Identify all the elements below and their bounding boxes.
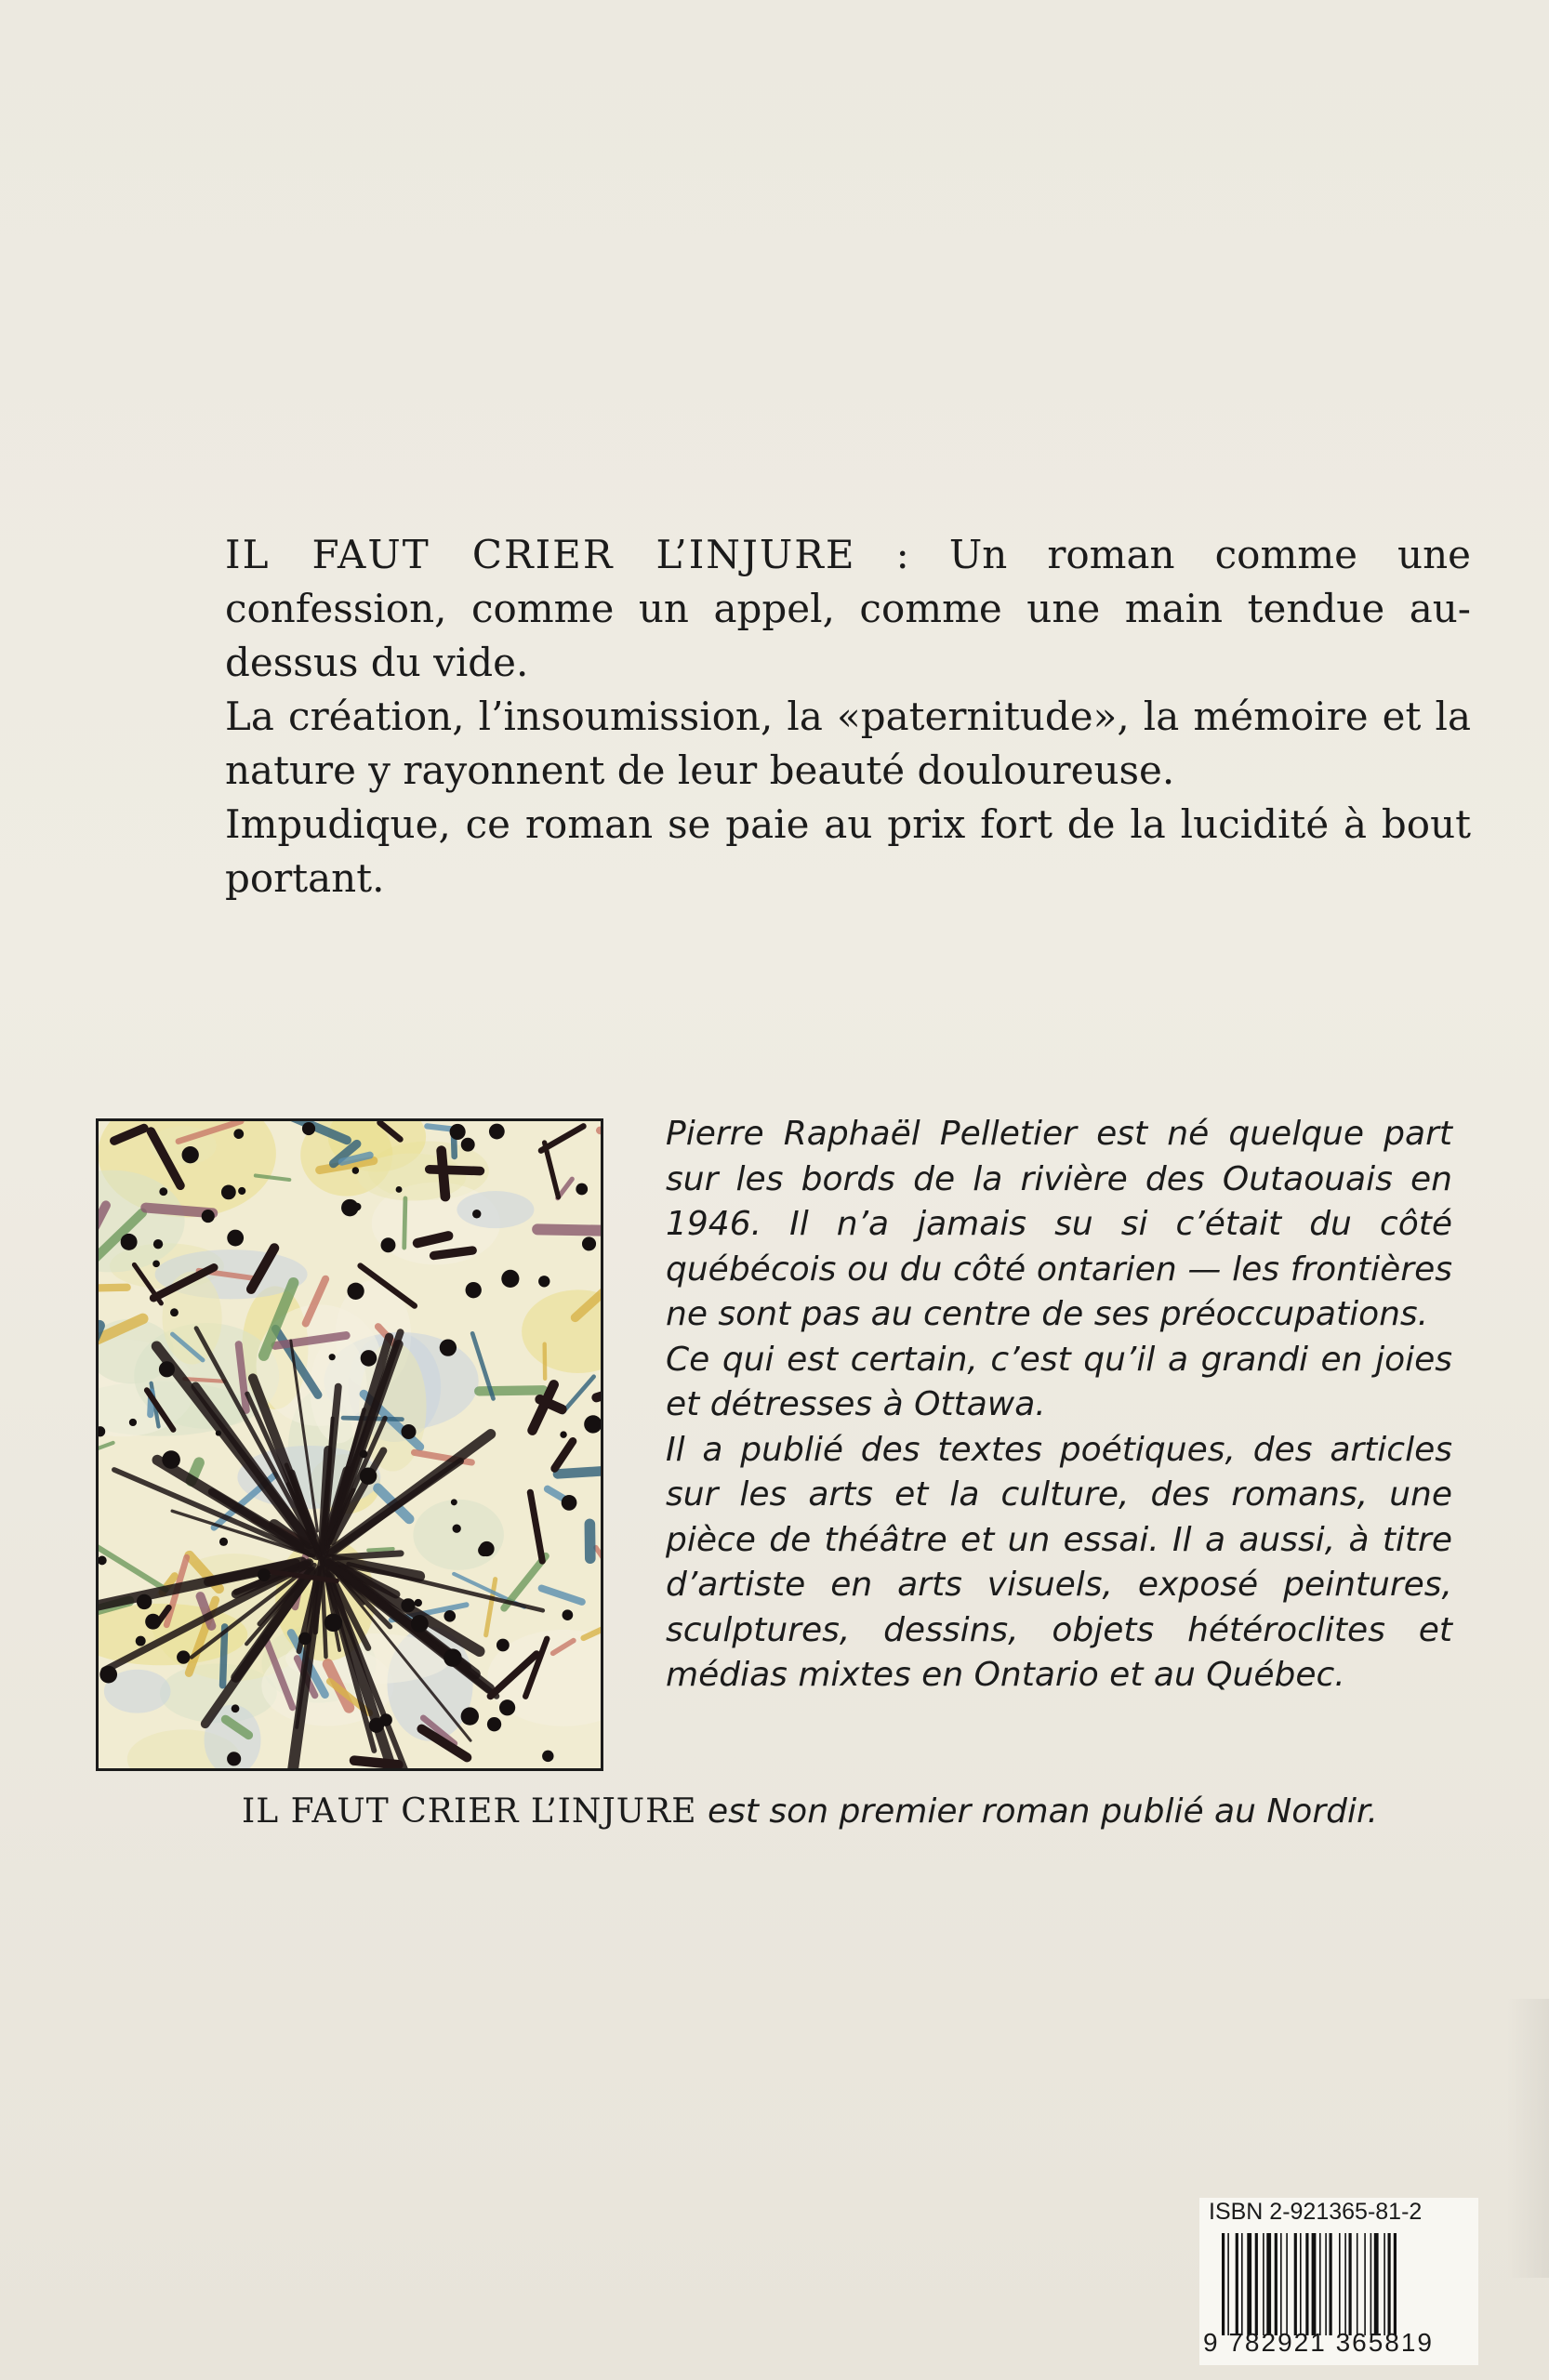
blurb-title: IL FAUT CRIER L’INJURE [225, 532, 856, 577]
blurb-paragraph-3: Impudique, ce roman se paie au prix fort de la lucidité à bout portant. [225, 801, 1471, 901]
book-blurb [225, 528, 1471, 906]
author-bio [666, 1112, 1452, 1699]
barcode-label [1199, 2198, 1478, 2365]
bio-paragraph-1: Pierre Raphaël Pelletier est né quelque part sur les bords de la rivière des Outaouais en 1946. Il n’a jamais su si c’était du côté québécois ou du côté ontarien — les frontières ne sont pas au centre de ses préoccupations. [666, 1115, 1452, 1333]
blurb-paragraph-1 [225, 528, 1471, 690]
abstract-painting [99, 1121, 601, 1768]
isbn-number: ISBN 2-921365-81-2 [1209, 2199, 1423, 2225]
barcode-icon [1220, 2233, 1471, 2335]
author-painting-image [96, 1118, 603, 1771]
blurb-paragraph-2: La création, l’insoumission, la «paternitude», la mémoire et la nature y rayonnent de leur beauté douloureuse. [225, 694, 1471, 793]
blurb-lead: : Un roman comme une confession, comme un appel, comme une main tendue au-dessus du vide. [225, 532, 1471, 685]
closing-line [242, 1790, 1450, 1834]
bio-paragraph-3: Il a publié des textes poétiques, des articles sur les arts et la culture, des romans, une pièce de théâtre et un essai. Il a aussi, à titre d’artiste en arts visuels, exposé peintures, sculptures, dessins, objets hétéroclites et médias mixtes en Ontario et au Québec. [666, 1430, 1452, 1694]
closing-title: IL FAUT CRIER L’INJURE [242, 1792, 697, 1831]
bio-paragraph-2: Ce qui est certain, c’est qu’il a grandi en joies et détresses à Ottawa. [666, 1340, 1452, 1423]
cover-edge-shadow [1506, 1999, 1549, 2278]
closing-text: est son premier roman publié au Nordir. [696, 1792, 1378, 1831]
ean-number: 9 782921 365819 [1203, 2328, 1434, 2357]
